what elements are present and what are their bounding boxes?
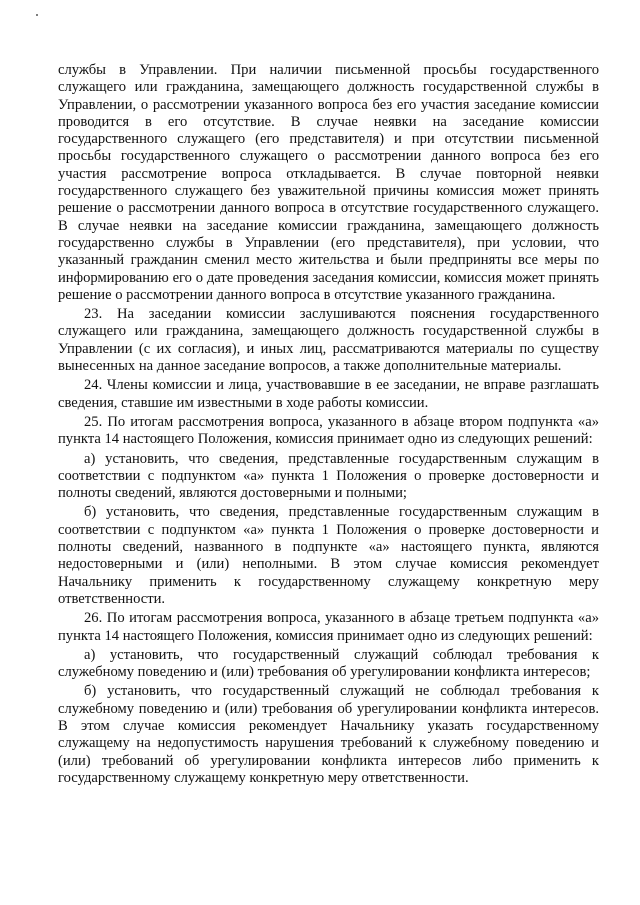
paragraph-25-a: а) установить, что сведения, представленные государственным служащим в соответствии с подпунктом «а» пункта 1 Положения о проверке достоверности и полноты сведений, являются достоверными и полными; — [58, 450, 599, 502]
paragraph-26-b: б) установить, что государственный служащий не соблюдал требования к служебному поведению и (или) требования об урегулировании конфликта интересов. В этом случае комиссия рекомендует Начальнику указать государственному служащему на недопустимость нарушения требований к служебному поведению и (или) требований об урегулировании конфликта интересов либо применить к государственному служащему конкретную меру ответственности. — [58, 683, 599, 786]
paragraph-26: 26. По итогам рассмотрения вопроса, указанного в абзаце третьем подпункта «а» пункта 14 настоящего Положения, комиссия принимает одно из следующих решений: — [58, 610, 599, 644]
paragraph-24: 24. Члены комиссии и лица, участвовавшие в ее заседании, не вправе разглашать сведения, ставшие им известными в ходе работы комиссии. — [58, 377, 599, 411]
paragraph-26-a: а) установить, что государственный служащий соблюдал требования к служебному поведению и (или) требования об урегулировании конфликта интересов; — [58, 646, 599, 681]
paragraph-22-continuation: службы в Управлении. При наличии письменной просьбы государственного служащего или гражданина, замещающего должность государственной службы в Управлении, о рассмотрении указанного вопроса без его участия заседание комиссии проводится в его отсутствие. В случае неявки на заседание комиссии государственного служащего (его представителя) и при отсутствии письменной просьбы государственного служащего о рассмотрении данного вопроса без его участия рассмотрение вопроса откладывается. В случае повторной неявки государственного служащего без уважительной причины комиссия может принять решение о рассмотрении данного вопроса в отсутствие государственного служащего. В случае неявки на заседание комиссии гражданина, замещающего должность государственно службы в Управлении (его представителя), при условии, что указанный гражданин сменил место жительства и были предприняты все меры по информированию его о дате проведения заседания комиссии, комиссия может принять решение о рассмотрении данного вопроса в отсутствие указанного гражданина. — [58, 62, 599, 303]
scan-speck — [36, 14, 38, 16]
paragraph-25: 25. По итогам рассмотрения вопроса, указанного в абзаце втором подпункта «а» пункта 14 настоящего Положения, комиссия принимает одно из следующих решений: — [58, 413, 599, 448]
paragraph-25-b: б) установить, что сведения, представленные государственным служащим в соответствии с подпунктом «а» пункта 1 Положения о проверке достоверности и полноты сведений, названного в подпункте «а» настоящего пункта, являются недостоверными и (или) неполными. В этом случае комиссия рекомендует Начальнику применить к государственному служащему конкретную меру ответственности. — [58, 504, 599, 607]
paragraph-23: 23. На заседании комиссии заслушиваются пояснения государственного служащего или гражданина, замещающего должность государственной службы в Управлении (с их согласия), и иных лиц, рассматриваются материалы по существу вынесенных на данное заседание вопросов, а также дополнительные материалы. — [58, 306, 599, 375]
document-body — [58, 62, 599, 789]
